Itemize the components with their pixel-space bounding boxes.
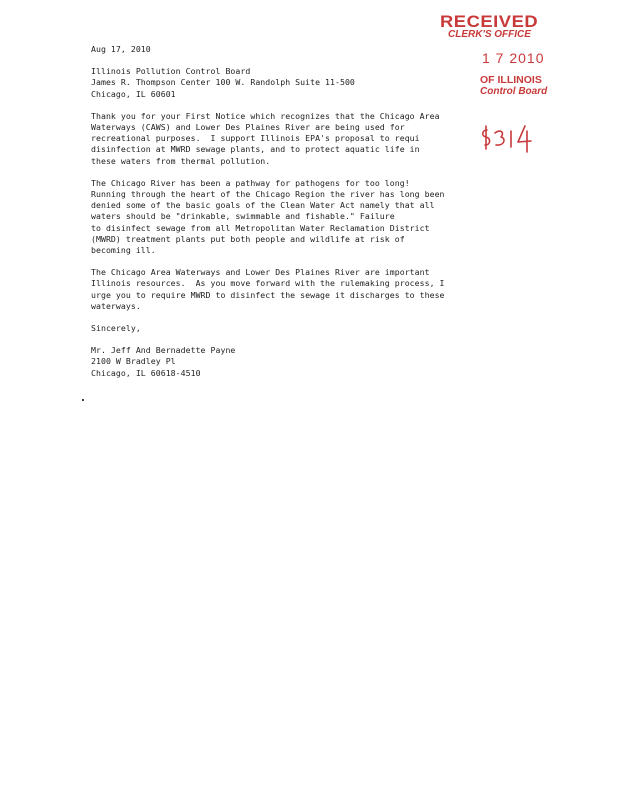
paragraph-line: waterways. bbox=[91, 300, 141, 311]
signature-line: Mr. Jeff And Bernadette Payne bbox=[91, 345, 236, 356]
recipient-line: Illinois Pollution Control Board bbox=[91, 66, 251, 77]
paragraph-line: Running through the heart of the Chicago Region the river has long been bbox=[91, 189, 445, 200]
paragraph-line: Waterways (CAWS) and Lower Des Plaines River are being used for bbox=[91, 122, 405, 133]
stamp-date: 1 7 2010 bbox=[482, 50, 545, 66]
signature-line: Chicago, IL 60618-4510 bbox=[91, 367, 201, 378]
paragraph-line: The Chicago River has been a pathway for pathogens for too long! bbox=[91, 177, 410, 188]
letter-body bbox=[91, 44, 491, 379]
paragraph-line: (MWRD) treatment plants put both people and wildlife at risk of bbox=[91, 233, 405, 244]
closing: Sincerely, bbox=[91, 323, 141, 334]
recipient-line: James R. Thompson Center 100 W. Randolph Suite 11-500 bbox=[91, 77, 355, 88]
paragraph-line: Thank you for your First Notice which recognizes that the Chicago Area bbox=[91, 110, 440, 121]
paragraph-line: recreational purposes. I support Illinois EPA's proposal to requi bbox=[91, 133, 420, 144]
paragraph-line: The Chicago Area Waterways and Lower Des Plaines River are important bbox=[91, 267, 430, 278]
paragraph-line: urge you to require MWRD to disinfect the sewage it discharges to these bbox=[91, 289, 445, 300]
stamp-state: OF ILLINOIS bbox=[480, 74, 542, 86]
scan-speck bbox=[82, 399, 84, 401]
paragraph-line: denied some of the basic goals of the Clean Water Act namely that all bbox=[91, 200, 435, 211]
stamp-received: RECEIVED bbox=[440, 12, 539, 31]
stamp-office: CLERK'S OFFICE bbox=[448, 29, 531, 40]
paragraph-line: disinfection at MWRD sewage plants, and to protect aquatic life in bbox=[91, 144, 420, 155]
paragraph-line: Illinois resources. As you move forward with the rulemaking process, I bbox=[91, 278, 445, 289]
recipient-line: Chicago, IL 60601 bbox=[91, 88, 176, 99]
stamp-board: Control Board bbox=[480, 86, 548, 97]
letter-date: Aug 17, 2010 bbox=[91, 44, 151, 54]
handwritten-note-icon bbox=[478, 122, 548, 156]
signature-line: 2100 W Bradley Pl bbox=[91, 356, 176, 367]
paragraph-line: waters should be "drinkable, swimmable and fishable." Failure bbox=[91, 211, 395, 222]
paragraph-line: these waters from thermal pollution. bbox=[91, 155, 271, 166]
received-stamp bbox=[440, 12, 610, 112]
paragraph-line: to disinfect sewage from all Metropolitan Water Reclamation District bbox=[91, 222, 430, 233]
paragraph-line: becoming ill. bbox=[91, 245, 156, 256]
